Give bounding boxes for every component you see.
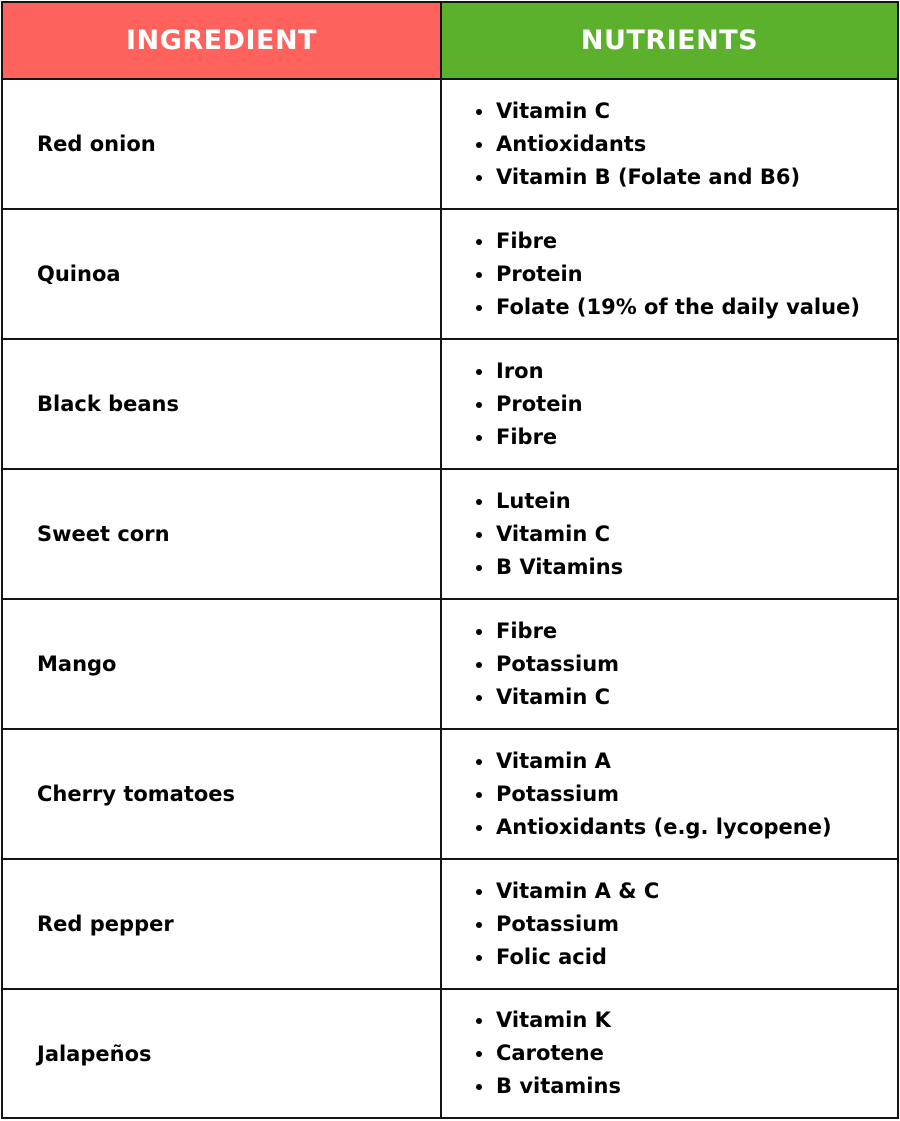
ingredient-column-header: INGREDIENT bbox=[3, 3, 442, 78]
nutrient-label: Fibre bbox=[496, 424, 558, 449]
nutrient-label: Vitamin C bbox=[496, 684, 611, 709]
nutrient-item bbox=[472, 551, 623, 584]
nutrient-label: Carotene bbox=[496, 1041, 604, 1065]
nutrients-list bbox=[472, 745, 832, 844]
bullet-icon bbox=[476, 759, 482, 765]
nutrient-item bbox=[472, 485, 623, 518]
nutrient-label: Folate (19% of the daily value) bbox=[496, 294, 860, 319]
nutrient-item bbox=[472, 225, 860, 258]
nutrient-label: Fibre bbox=[496, 618, 558, 643]
nutrient-item bbox=[472, 778, 832, 811]
bullet-icon bbox=[476, 435, 482, 441]
bullet-icon bbox=[476, 825, 482, 831]
table-row bbox=[3, 990, 897, 1117]
nutrients-cell bbox=[442, 340, 897, 468]
bullet-icon bbox=[476, 239, 482, 245]
nutrient-label: Vitamin B (Folate and B6) bbox=[496, 164, 801, 189]
nutrients-list bbox=[472, 875, 659, 974]
table-row bbox=[3, 730, 897, 860]
ingredient-cell: Mango bbox=[3, 600, 442, 728]
bullet-icon bbox=[476, 175, 482, 181]
nutrient-item bbox=[472, 421, 583, 454]
nutrient-item bbox=[472, 875, 659, 908]
nutrient-item bbox=[472, 291, 860, 324]
table-header bbox=[3, 3, 897, 80]
nutrients-cell bbox=[442, 730, 897, 858]
ingredient-cell: Black beans bbox=[3, 340, 442, 468]
bullet-icon bbox=[476, 889, 482, 895]
nutrient-item bbox=[472, 908, 659, 941]
ingredient-cell: Jalapeños bbox=[3, 990, 442, 1117]
nutrient-item bbox=[472, 355, 583, 388]
nutrients-cell bbox=[442, 990, 897, 1117]
nutrient-item bbox=[472, 128, 800, 161]
ingredient-cell: Red onion bbox=[3, 80, 442, 208]
table-row bbox=[3, 470, 897, 600]
nutrient-item bbox=[472, 95, 800, 128]
table-body bbox=[3, 80, 897, 1117]
nutrient-item bbox=[472, 745, 832, 778]
bullet-icon bbox=[476, 305, 482, 311]
ingredient-cell: Quinoa bbox=[3, 210, 442, 338]
nutrients-cell bbox=[442, 210, 897, 338]
nutrients-cell bbox=[442, 860, 897, 988]
nutrient-label: Iron bbox=[496, 358, 544, 383]
table-row bbox=[3, 340, 897, 470]
table-row bbox=[3, 80, 897, 210]
nutrients-cell bbox=[442, 600, 897, 728]
nutrient-label: Fibre bbox=[496, 228, 558, 253]
bullet-icon bbox=[476, 499, 482, 505]
nutrients-list bbox=[472, 225, 860, 324]
bullet-icon bbox=[476, 272, 482, 278]
bullet-icon bbox=[476, 1084, 482, 1090]
nutrients-column-header: NUTRIENTS bbox=[442, 3, 897, 78]
bullet-icon bbox=[476, 142, 482, 148]
bullet-icon bbox=[476, 402, 482, 408]
nutrient-label: Antioxidants bbox=[496, 131, 647, 156]
nutrient-item bbox=[472, 1070, 621, 1103]
bullet-icon bbox=[476, 1018, 482, 1024]
nutrient-item bbox=[472, 1004, 621, 1037]
nutrients-list bbox=[472, 1004, 621, 1103]
bullet-icon bbox=[476, 565, 482, 571]
nutrient-label: Potassium bbox=[496, 651, 620, 676]
nutrient-item bbox=[472, 941, 659, 974]
nutrient-item bbox=[472, 1037, 621, 1070]
nutrients-cell bbox=[442, 470, 897, 598]
nutrient-item bbox=[472, 648, 619, 681]
nutrient-label: Vitamin C bbox=[496, 521, 611, 546]
ingredient-cell: Cherry tomatoes bbox=[3, 730, 442, 858]
nutrient-label: Protein bbox=[496, 261, 583, 286]
nutrients-list bbox=[472, 355, 583, 454]
nutrients-list bbox=[472, 95, 800, 194]
bullet-icon bbox=[476, 792, 482, 798]
nutrient-table bbox=[1, 1, 899, 1119]
bullet-icon bbox=[476, 532, 482, 538]
bullet-icon bbox=[476, 369, 482, 375]
nutrient-label: Vitamin A bbox=[496, 748, 611, 773]
nutrient-item bbox=[472, 811, 832, 844]
bullet-icon bbox=[476, 955, 482, 961]
nutrient-item bbox=[472, 615, 619, 648]
table-row bbox=[3, 860, 897, 990]
nutrients-cell bbox=[442, 80, 897, 208]
bullet-icon bbox=[476, 109, 482, 115]
nutrient-label: Potassium bbox=[496, 911, 620, 936]
table-row bbox=[3, 600, 897, 730]
nutrient-label: Potassium bbox=[496, 781, 620, 806]
bullet-icon bbox=[476, 695, 482, 701]
nutrient-item bbox=[472, 258, 860, 291]
nutrient-label: Vitamin K bbox=[496, 1008, 611, 1032]
nutrient-label: Vitamin A & C bbox=[496, 878, 660, 903]
nutrient-item bbox=[472, 388, 583, 421]
nutrients-list bbox=[472, 615, 619, 714]
ingredient-cell: Sweet corn bbox=[3, 470, 442, 598]
bullet-icon bbox=[476, 1051, 482, 1057]
bullet-icon bbox=[476, 629, 482, 635]
nutrient-item bbox=[472, 161, 800, 194]
nutrient-label: B vitamins bbox=[496, 1074, 621, 1098]
ingredient-cell: Red pepper bbox=[3, 860, 442, 988]
nutrient-item bbox=[472, 518, 623, 551]
nutrient-label: Lutein bbox=[496, 488, 571, 513]
nutrients-list bbox=[472, 485, 623, 584]
nutrient-label: Protein bbox=[496, 391, 583, 416]
nutrient-label: Folic acid bbox=[496, 944, 607, 969]
bullet-icon bbox=[476, 922, 482, 928]
bullet-icon bbox=[476, 662, 482, 668]
nutrient-item bbox=[472, 681, 619, 714]
nutrient-label: Vitamin C bbox=[496, 98, 611, 123]
nutrient-label: B Vitamins bbox=[496, 554, 624, 579]
table-row bbox=[3, 210, 897, 340]
nutrient-label: Antioxidants (e.g. lycopene) bbox=[496, 814, 832, 839]
